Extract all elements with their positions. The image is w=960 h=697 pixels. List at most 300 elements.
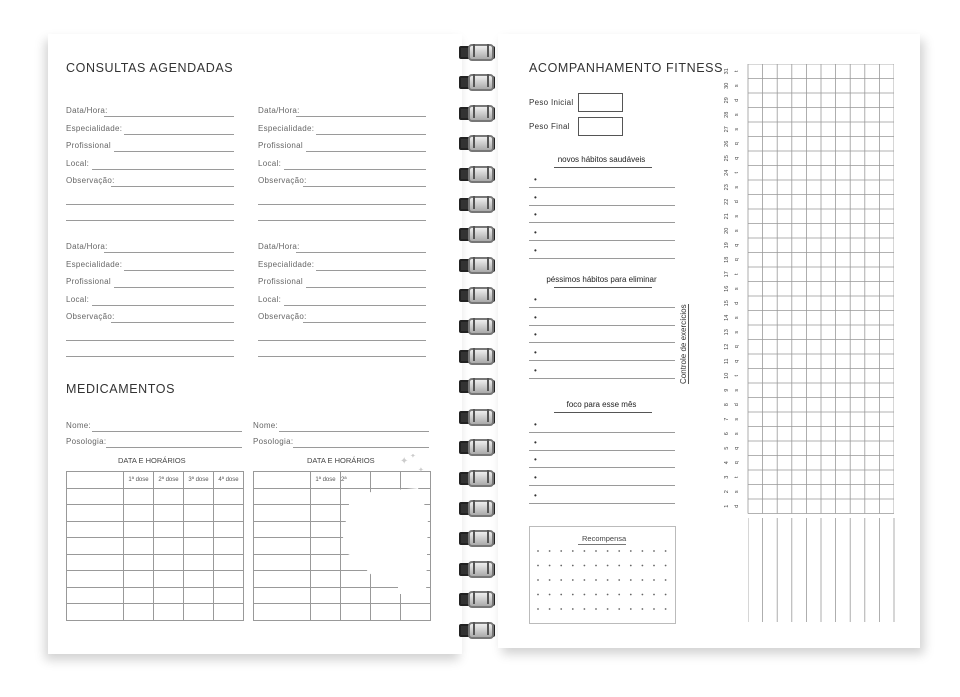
habit-title-section_foco: foco para esse mês	[566, 400, 637, 409]
sparkle-icon: ✦	[418, 467, 424, 474]
appt-label-local: Local:	[258, 158, 282, 168]
bullet-icon: •	[534, 245, 537, 255]
table-cell[interactable]	[341, 604, 371, 621]
day-number: 7	[724, 417, 730, 421]
habit-line[interactable]	[529, 485, 675, 486]
appt-line-especialidade[interactable]	[316, 270, 426, 271]
habit-line[interactable]	[529, 450, 675, 451]
dot	[537, 608, 539, 610]
table-cell[interactable]	[184, 554, 214, 571]
dot	[607, 579, 609, 581]
dot	[642, 608, 644, 610]
weekday-letter: d	[734, 504, 740, 508]
table-cell[interactable]	[124, 554, 154, 571]
peso-inicial-box[interactable]	[578, 93, 623, 112]
dot	[549, 594, 551, 596]
dot	[549, 565, 551, 567]
day-number: 23	[724, 184, 730, 191]
spiral-ring	[459, 348, 495, 362]
table-cell[interactable]	[124, 604, 154, 621]
appt-line-especialidade[interactable]	[124, 134, 234, 135]
table-cell[interactable]	[254, 538, 311, 555]
appt-line-observacao[interactable]	[111, 322, 234, 323]
dot	[653, 550, 655, 552]
dot	[572, 608, 574, 610]
fitness-title: ACOMPANHAMENTO FITNESS	[529, 61, 724, 75]
weekday-letter: t	[734, 70, 740, 73]
habit-line[interactable]	[529, 325, 675, 326]
bullet-icon: •	[534, 490, 537, 500]
table-cell[interactable]	[184, 488, 214, 505]
table-row	[67, 554, 244, 571]
table-row	[67, 472, 244, 489]
day-number: 9	[724, 388, 730, 392]
day-number: 29	[724, 97, 730, 104]
dot-grid	[530, 527, 675, 623]
appt-line-observacao[interactable]	[303, 186, 426, 187]
weekday-letter: s	[734, 330, 740, 334]
dot	[572, 594, 574, 596]
appt-line-local[interactable]	[92, 169, 234, 170]
habit-line[interactable]	[529, 503, 675, 504]
dot	[618, 608, 620, 610]
weekday-letter: s	[734, 113, 740, 117]
spiral-ring	[459, 135, 495, 149]
appt-label-profissional: Profissional	[66, 277, 111, 286]
med-posologia-line-2[interactable]	[293, 447, 429, 448]
bullet-icon: •	[534, 365, 537, 375]
habit-line[interactable]	[529, 187, 675, 188]
weekday-letter: q	[734, 243, 740, 247]
day-number: 30	[724, 82, 730, 89]
appt-label-observacao: Observação:	[258, 312, 307, 321]
table-cell[interactable]	[254, 571, 311, 588]
med-table-title-1: DATA E HORÁRIOS	[118, 456, 186, 465]
dot	[560, 594, 562, 596]
bullet-icon: •	[534, 473, 537, 483]
bullet-icon: •	[534, 348, 537, 358]
appt-extra-line[interactable]	[66, 204, 234, 205]
spiral-ring	[459, 622, 495, 636]
weekday-letter: d	[734, 301, 740, 305]
spiral-ring	[459, 530, 495, 544]
table-cell[interactable]	[214, 604, 244, 621]
table-cell[interactable]	[214, 587, 244, 604]
spiral-ring	[459, 287, 495, 301]
weekday-letter: s	[734, 287, 740, 291]
appt-label-profissional: Profissional	[66, 141, 111, 150]
day-number: 21	[724, 213, 730, 220]
habit-line[interactable]	[529, 432, 675, 433]
spiral-ring	[459, 105, 495, 119]
dose-header: 1ª dose	[124, 472, 154, 489]
table-cell[interactable]	[124, 538, 154, 555]
dot	[537, 565, 539, 567]
day-number: 26	[724, 140, 730, 147]
habit-line[interactable]	[529, 342, 675, 343]
spiral-ring	[459, 166, 495, 180]
dot	[537, 550, 539, 552]
consultas-title: CONSULTAS AGENDADAS	[66, 61, 234, 75]
appt-label-local: Local:	[66, 158, 90, 168]
day-number: 31	[724, 68, 730, 75]
table-cell[interactable]	[311, 554, 341, 571]
dot	[618, 550, 620, 552]
table-cell[interactable]	[311, 571, 341, 588]
appt-extra-line[interactable]	[66, 356, 234, 357]
habit-line[interactable]	[529, 307, 675, 308]
table-cell[interactable]	[67, 505, 124, 522]
bullet-icon: •	[534, 175, 537, 184]
dot	[572, 565, 574, 567]
table-cell[interactable]	[311, 587, 341, 604]
appt-label-local: Local:	[258, 294, 282, 304]
table-cell[interactable]	[124, 488, 154, 505]
day-number: 22	[724, 198, 730, 205]
habit-line[interactable]	[529, 258, 675, 259]
table-row	[67, 521, 244, 538]
day-number: 13	[724, 329, 730, 336]
day-number: 24	[724, 169, 730, 176]
weekday-letter: q	[734, 258, 740, 262]
recompensa-box[interactable]	[529, 526, 676, 624]
cutout-shape	[338, 454, 433, 594]
weekday-letter: t	[734, 171, 740, 174]
appt-label-data_hora: Data/Hora:	[66, 242, 108, 251]
table-cell[interactable]	[154, 505, 184, 522]
appt-line-observacao[interactable]	[111, 186, 234, 187]
peso-final-box[interactable]	[578, 117, 623, 136]
weekday-letter: s	[734, 84, 740, 88]
habit-line[interactable]	[529, 467, 675, 468]
appt-line-data_hora[interactable]	[296, 116, 426, 117]
med-nome-label-1: Nome:	[66, 421, 92, 430]
table-row	[67, 538, 244, 555]
table-cell[interactable]	[67, 472, 124, 489]
table-cell[interactable]	[254, 488, 311, 505]
dot	[665, 594, 667, 596]
appt-line-especialidade[interactable]	[124, 270, 234, 271]
appt-extra-line[interactable]	[258, 220, 426, 221]
dot	[549, 579, 551, 581]
dot	[665, 608, 667, 610]
appt-label-data_hora: Data/Hora:	[258, 242, 300, 251]
appt-extra-line[interactable]	[258, 356, 426, 357]
table-cell[interactable]	[214, 488, 244, 505]
habit-title-underline	[554, 167, 652, 168]
day-number: 12	[724, 343, 730, 350]
table-cell[interactable]	[154, 554, 184, 571]
dot	[653, 579, 655, 581]
medicamentos-title: MEDICAMENTOS	[66, 382, 176, 396]
weekday-letter: s	[734, 417, 740, 421]
appt-line-data_hora[interactable]	[296, 252, 426, 253]
dot	[584, 608, 586, 610]
sparkle-icon: ✦	[410, 454, 416, 460]
weekday-letter: d	[734, 403, 740, 407]
appt-extra-line[interactable]	[258, 340, 426, 341]
day-number: 14	[724, 314, 730, 321]
table-cell[interactable]	[184, 521, 214, 538]
med-posologia-label-2: Posologia:	[253, 437, 294, 446]
bullet-icon: •	[534, 330, 537, 340]
dot	[584, 550, 586, 552]
appt-line-data_hora[interactable]	[104, 116, 234, 117]
appt-extra-line[interactable]	[66, 340, 234, 341]
dot	[618, 565, 620, 567]
spiral-ring	[459, 561, 495, 575]
table-cell[interactable]	[254, 554, 311, 571]
appt-label-especialidade: Especialidade:	[258, 123, 315, 133]
weekday-letter: d	[734, 200, 740, 204]
recompensa-title: Recompensa	[582, 534, 627, 543]
table-cell[interactable]	[184, 571, 214, 588]
spiral-ring	[459, 74, 495, 88]
dot	[560, 608, 562, 610]
day-number: 3	[724, 475, 730, 479]
appt-extra-line[interactable]	[258, 204, 426, 205]
spiral-ring	[459, 44, 495, 58]
table-cell[interactable]	[67, 521, 124, 538]
appt-label-observacao: Observação:	[258, 176, 307, 185]
spiral-ring	[459, 226, 495, 240]
day-number: 5	[724, 446, 730, 450]
weekday-letter: s	[734, 214, 740, 218]
dot	[595, 594, 597, 596]
dot	[607, 550, 609, 552]
table-cell[interactable]	[67, 571, 124, 588]
table-cell[interactable]	[154, 604, 184, 621]
dot	[665, 550, 667, 552]
day-number: 19	[724, 242, 730, 249]
table-cell[interactable]	[67, 554, 124, 571]
table-cell[interactable]	[154, 538, 184, 555]
table-cell[interactable]	[254, 521, 311, 538]
med-nome-line-1[interactable]	[92, 431, 242, 432]
appt-line-local[interactable]	[284, 305, 426, 306]
dot	[630, 550, 632, 552]
spiral-ring	[459, 591, 495, 605]
habit-title-section_pessimos: péssimos hábitos para eliminar	[546, 275, 657, 284]
dot	[584, 579, 586, 581]
table-cell[interactable]	[214, 571, 244, 588]
day-number: 2	[724, 490, 730, 494]
habit-line[interactable]	[529, 240, 675, 241]
day-number: 20	[724, 227, 730, 234]
table-cell[interactable]	[124, 571, 154, 588]
weekday-letter: s	[734, 432, 740, 436]
day-number: 8	[724, 403, 730, 407]
table-cell[interactable]	[214, 554, 244, 571]
bullet-icon: •	[534, 437, 537, 447]
table-cell[interactable]	[214, 505, 244, 522]
dot	[665, 565, 667, 567]
bullet-icon: •	[534, 455, 537, 465]
bullet-icon: •	[534, 295, 537, 304]
table-cell[interactable]	[254, 587, 311, 604]
table-cell[interactable]	[311, 604, 341, 621]
table-cell[interactable]	[214, 521, 244, 538]
day-number: 15	[724, 300, 730, 307]
table-cell[interactable]	[184, 604, 214, 621]
left-page	[48, 34, 462, 654]
spiral-ring	[459, 257, 495, 271]
habit-line[interactable]	[529, 378, 675, 379]
table-cell[interactable]	[371, 604, 401, 621]
dot	[537, 579, 539, 581]
table-cell[interactable]	[311, 521, 341, 538]
table-cell[interactable]	[254, 472, 311, 489]
med-nome-line-2[interactable]	[279, 431, 429, 432]
spiral-ring	[459, 470, 495, 484]
table-cell[interactable]	[184, 505, 214, 522]
weekday-letter: q	[734, 142, 740, 146]
dot	[653, 565, 655, 567]
appt-extra-line[interactable]	[66, 220, 234, 221]
dot	[642, 594, 644, 596]
table-cell[interactable]	[124, 521, 154, 538]
appt-label-data_hora: Data/Hora:	[66, 106, 108, 115]
dot	[642, 565, 644, 567]
day-number: 11	[724, 358, 730, 365]
table-cell[interactable]	[67, 538, 124, 555]
exercise-grid[interactable]	[724, 64, 894, 524]
med-posologia-line-1[interactable]	[106, 447, 242, 448]
appt-line-local[interactable]	[92, 305, 234, 306]
dose-header: 4ª dose	[214, 472, 244, 489]
habit-line[interactable]	[529, 360, 675, 361]
day-number: 18	[724, 256, 730, 263]
dot	[642, 550, 644, 552]
weekday-letter: s	[734, 388, 740, 392]
spiral-ring	[459, 500, 495, 514]
table-cell[interactable]	[214, 538, 244, 555]
dot	[607, 608, 609, 610]
weekday-letter: t	[734, 476, 740, 479]
dot	[595, 565, 597, 567]
appt-line-observacao[interactable]	[303, 322, 426, 323]
table-cell[interactable]	[311, 505, 341, 522]
med-nome-label-2: Nome:	[253, 421, 279, 430]
table-cell[interactable]	[67, 604, 124, 621]
table-row	[67, 488, 244, 505]
appt-label-data_hora: Data/Hora:	[258, 106, 300, 115]
habit-line[interactable]	[529, 205, 675, 206]
table-cell[interactable]	[67, 488, 124, 505]
appt-line-profissional[interactable]	[306, 151, 426, 152]
habit-line[interactable]	[529, 222, 675, 223]
dot	[560, 550, 562, 552]
table-cell[interactable]	[254, 505, 311, 522]
dot	[630, 608, 632, 610]
weekday-letter: q	[734, 156, 740, 160]
dot	[549, 550, 551, 552]
table-cell[interactable]	[154, 587, 184, 604]
dose-header: 2ª dose	[154, 472, 184, 489]
appt-label-especialidade: Especialidade:	[66, 123, 123, 133]
weekday-letter: q	[734, 345, 740, 349]
spiral-ring	[459, 378, 495, 392]
bullet-icon: •	[534, 210, 537, 220]
med-table-1	[66, 471, 244, 621]
day-number: 27	[724, 126, 730, 133]
dose-header: 2ª	[341, 472, 371, 489]
dot	[630, 579, 632, 581]
table-cell[interactable]	[184, 587, 214, 604]
dot	[607, 594, 609, 596]
dot	[630, 565, 632, 567]
peso-final-label: Peso Final	[529, 122, 570, 131]
appt-label-profissional: Profissional	[258, 141, 303, 150]
table-cell[interactable]	[254, 604, 311, 621]
bullet-icon: •	[534, 228, 537, 238]
med-table-title-2: DATA E HORÁRIOS	[307, 456, 375, 465]
appt-line-especialidade[interactable]	[316, 134, 426, 135]
dot	[618, 594, 620, 596]
weekday-letter: q	[734, 446, 740, 450]
dot	[584, 565, 586, 567]
day-number: 25	[724, 155, 730, 162]
appt-line-profissional[interactable]	[306, 287, 426, 288]
appt-label-profissional: Profissional	[258, 277, 303, 286]
table-cell[interactable]	[67, 587, 124, 604]
appt-line-local[interactable]	[284, 169, 426, 170]
spiral-ring	[459, 196, 495, 210]
dose-header: 3ª dose	[184, 472, 214, 489]
bullet-icon: •	[534, 192, 537, 202]
table-cell[interactable]	[401, 604, 431, 621]
appt-line-profissional[interactable]	[114, 151, 234, 152]
table-cell[interactable]	[311, 538, 341, 555]
weekday-letter: q	[734, 461, 740, 465]
weekday-letter: t	[734, 374, 740, 377]
table-cell[interactable]	[124, 505, 154, 522]
dot	[572, 550, 574, 552]
table-row	[67, 571, 244, 588]
table-cell[interactable]	[124, 587, 154, 604]
dose-header: 1ª dose	[311, 472, 341, 489]
appt-line-profissional[interactable]	[114, 287, 234, 288]
day-number: 6	[724, 432, 730, 436]
table-cell[interactable]	[184, 538, 214, 555]
dot	[607, 565, 609, 567]
habit-title-underline	[554, 412, 652, 413]
dot	[595, 550, 597, 552]
dot	[665, 579, 667, 581]
spiral-ring	[459, 409, 495, 423]
med-posologia-label-1: Posologia:	[66, 437, 107, 446]
appt-label-especialidade: Especialidade:	[258, 259, 315, 269]
weekday-letter: q	[734, 359, 740, 363]
day-number: 16	[724, 285, 730, 292]
table-cell[interactable]	[154, 571, 184, 588]
table-cell[interactable]	[311, 488, 341, 505]
day-number: 10	[724, 372, 730, 379]
spiral-ring	[459, 439, 495, 453]
weekday-letter: s	[734, 490, 740, 494]
appt-line-data_hora[interactable]	[104, 252, 234, 253]
dot	[653, 594, 655, 596]
table-cell[interactable]	[154, 488, 184, 505]
table-row	[67, 505, 244, 522]
table-row	[254, 604, 431, 621]
sparkle-icon: ✦	[400, 456, 409, 467]
dot	[595, 579, 597, 581]
table-cell[interactable]	[154, 521, 184, 538]
habit-title-section_novos: novos hábitos saudáveis	[557, 155, 646, 164]
day-number: 1	[724, 504, 730, 508]
appt-label-especialidade: Especialidade:	[66, 259, 123, 269]
